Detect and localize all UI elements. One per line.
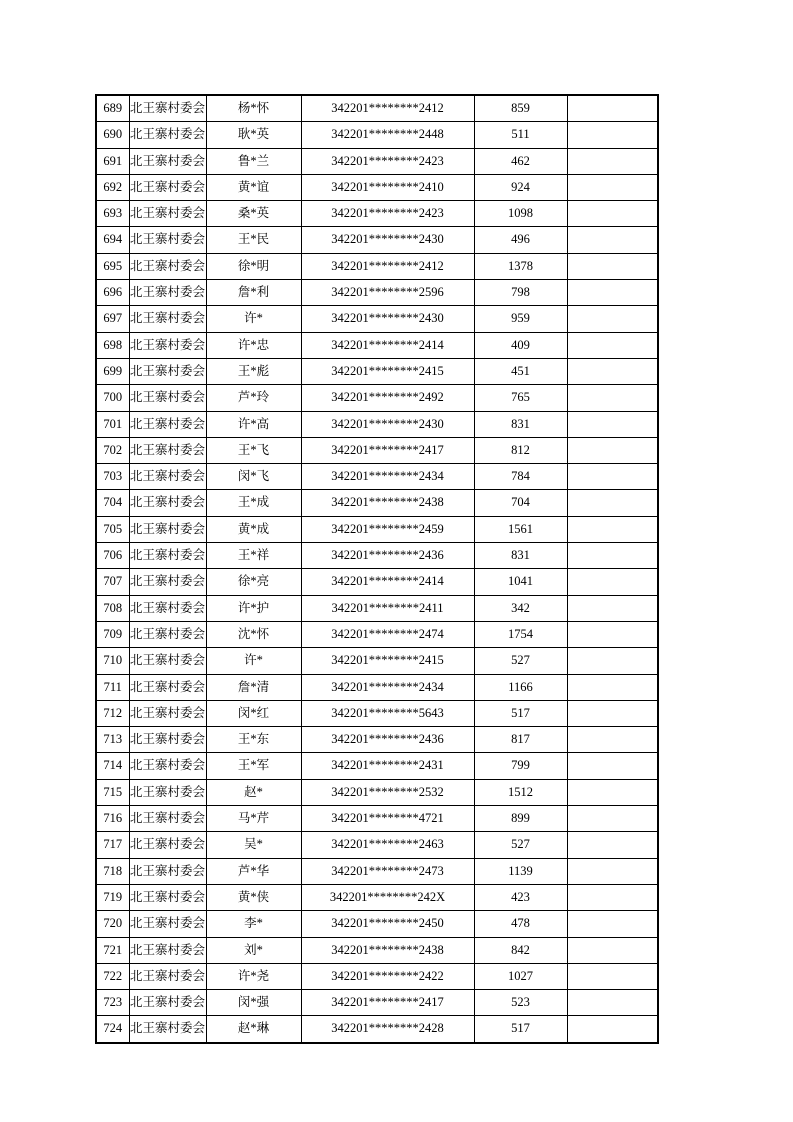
cell-remark-empty bbox=[567, 332, 658, 358]
cell-amount: 859 bbox=[474, 95, 567, 122]
cell-remark-empty bbox=[567, 963, 658, 989]
cell-village-committee: 北王寨村委会 bbox=[129, 727, 206, 753]
cell-village-committee: 北王寨村委会 bbox=[129, 148, 206, 174]
table-row bbox=[96, 779, 658, 805]
cell-serial-number: 698 bbox=[96, 332, 129, 358]
table-row bbox=[96, 858, 658, 884]
cell-village-committee: 北王寨村委会 bbox=[129, 884, 206, 910]
cell-serial-number: 715 bbox=[96, 779, 129, 805]
cell-serial-number: 723 bbox=[96, 990, 129, 1016]
cell-amount: 831 bbox=[474, 543, 567, 569]
cell-person-name: 詹*清 bbox=[206, 674, 301, 700]
cell-id-number-masked: 342201********2428 bbox=[301, 1016, 474, 1043]
cell-remark-empty bbox=[567, 148, 658, 174]
cell-serial-number: 718 bbox=[96, 858, 129, 884]
cell-village-committee: 北王寨村委会 bbox=[129, 174, 206, 200]
cell-amount: 959 bbox=[474, 306, 567, 332]
cell-id-number-masked: 342201********2463 bbox=[301, 832, 474, 858]
cell-person-name: 刘* bbox=[206, 937, 301, 963]
cell-amount: 1512 bbox=[474, 779, 567, 805]
cell-remark-empty bbox=[567, 674, 658, 700]
cell-amount: 1139 bbox=[474, 858, 567, 884]
cell-person-name: 桑*英 bbox=[206, 201, 301, 227]
cell-village-committee: 北王寨村委会 bbox=[129, 385, 206, 411]
cell-serial-number: 701 bbox=[96, 411, 129, 437]
cell-serial-number: 707 bbox=[96, 569, 129, 595]
cell-amount: 409 bbox=[474, 332, 567, 358]
cell-remark-empty bbox=[567, 832, 658, 858]
cell-serial-number: 700 bbox=[96, 385, 129, 411]
cell-id-number-masked: 342201********2434 bbox=[301, 674, 474, 700]
cell-serial-number: 709 bbox=[96, 621, 129, 647]
table-row bbox=[96, 358, 658, 384]
cell-serial-number: 717 bbox=[96, 832, 129, 858]
table-row bbox=[96, 937, 658, 963]
cell-amount: 423 bbox=[474, 884, 567, 910]
cell-amount: 1754 bbox=[474, 621, 567, 647]
cell-remark-empty bbox=[567, 884, 658, 910]
cell-serial-number: 689 bbox=[96, 95, 129, 122]
cell-person-name: 王*东 bbox=[206, 727, 301, 753]
cell-serial-number: 695 bbox=[96, 253, 129, 279]
table-row bbox=[96, 911, 658, 937]
table-row bbox=[96, 543, 658, 569]
cell-id-number-masked: 342201********2430 bbox=[301, 306, 474, 332]
table-row bbox=[96, 464, 658, 490]
cell-remark-empty bbox=[567, 437, 658, 463]
cell-remark-empty bbox=[567, 621, 658, 647]
cell-remark-empty bbox=[567, 358, 658, 384]
cell-serial-number: 694 bbox=[96, 227, 129, 253]
cell-serial-number: 692 bbox=[96, 174, 129, 200]
cell-id-number-masked: 342201********2414 bbox=[301, 569, 474, 595]
cell-amount: 799 bbox=[474, 753, 567, 779]
cell-amount: 478 bbox=[474, 911, 567, 937]
cell-person-name: 詹*利 bbox=[206, 280, 301, 306]
cell-person-name: 赵*琳 bbox=[206, 1016, 301, 1043]
cell-id-number-masked: 342201********2434 bbox=[301, 464, 474, 490]
cell-amount: 798 bbox=[474, 280, 567, 306]
cell-remark-empty bbox=[567, 174, 658, 200]
cell-remark-empty bbox=[567, 727, 658, 753]
cell-village-committee: 北王寨村委会 bbox=[129, 227, 206, 253]
cell-person-name: 沈*怀 bbox=[206, 621, 301, 647]
cell-id-number-masked: 342201********5643 bbox=[301, 700, 474, 726]
cell-remark-empty bbox=[567, 411, 658, 437]
cell-id-number-masked: 342201********2450 bbox=[301, 911, 474, 937]
cell-village-committee: 北王寨村委会 bbox=[129, 253, 206, 279]
cell-serial-number: 714 bbox=[96, 753, 129, 779]
cell-person-name: 黄*成 bbox=[206, 516, 301, 542]
cell-id-number-masked: 342201********2412 bbox=[301, 95, 474, 122]
cell-village-committee: 北王寨村委会 bbox=[129, 306, 206, 332]
cell-serial-number: 713 bbox=[96, 727, 129, 753]
cell-id-number-masked: 342201********2492 bbox=[301, 385, 474, 411]
table-row bbox=[96, 569, 658, 595]
cell-amount: 451 bbox=[474, 358, 567, 384]
cell-amount: 342 bbox=[474, 595, 567, 621]
cell-serial-number: 720 bbox=[96, 911, 129, 937]
cell-id-number-masked: 342201********2423 bbox=[301, 148, 474, 174]
cell-person-name: 王*彪 bbox=[206, 358, 301, 384]
cell-id-number-masked: 342201********2430 bbox=[301, 411, 474, 437]
cell-serial-number: 719 bbox=[96, 884, 129, 910]
cell-remark-empty bbox=[567, 569, 658, 595]
cell-amount: 1166 bbox=[474, 674, 567, 700]
cell-amount: 784 bbox=[474, 464, 567, 490]
cell-serial-number: 693 bbox=[96, 201, 129, 227]
cell-person-name: 许*高 bbox=[206, 411, 301, 437]
table-row bbox=[96, 990, 658, 1016]
table-row bbox=[96, 306, 658, 332]
cell-id-number-masked: 342201********2430 bbox=[301, 227, 474, 253]
cell-person-name: 许*尧 bbox=[206, 963, 301, 989]
cell-amount: 704 bbox=[474, 490, 567, 516]
table-row bbox=[96, 411, 658, 437]
cell-remark-empty bbox=[567, 253, 658, 279]
cell-amount: 1027 bbox=[474, 963, 567, 989]
cell-person-name: 许*护 bbox=[206, 595, 301, 621]
cell-remark-empty bbox=[567, 779, 658, 805]
table-row bbox=[96, 253, 658, 279]
cell-person-name: 许* bbox=[206, 648, 301, 674]
cell-id-number-masked: 342201********2459 bbox=[301, 516, 474, 542]
cell-id-number-masked: 342201********2417 bbox=[301, 990, 474, 1016]
cell-remark-empty bbox=[567, 1016, 658, 1043]
cell-remark-empty bbox=[567, 280, 658, 306]
cell-id-number-masked: 342201********2423 bbox=[301, 201, 474, 227]
cell-serial-number: 704 bbox=[96, 490, 129, 516]
cell-person-name: 王*军 bbox=[206, 753, 301, 779]
cell-person-name: 吴* bbox=[206, 832, 301, 858]
cell-person-name: 黄*侠 bbox=[206, 884, 301, 910]
cell-person-name: 闵*飞 bbox=[206, 464, 301, 490]
cell-person-name: 徐*明 bbox=[206, 253, 301, 279]
cell-person-name: 赵* bbox=[206, 779, 301, 805]
cell-id-number-masked: 342201********2473 bbox=[301, 858, 474, 884]
cell-village-committee: 北王寨村委会 bbox=[129, 700, 206, 726]
cell-village-committee: 北王寨村委会 bbox=[129, 437, 206, 463]
table-row bbox=[96, 516, 658, 542]
cell-person-name: 耿*英 bbox=[206, 122, 301, 148]
cell-person-name: 芦*玲 bbox=[206, 385, 301, 411]
table-row bbox=[96, 963, 658, 989]
cell-id-number-masked: 342201********2474 bbox=[301, 621, 474, 647]
cell-remark-empty bbox=[567, 543, 658, 569]
cell-village-committee: 北王寨村委会 bbox=[129, 122, 206, 148]
cell-person-name: 杨*怀 bbox=[206, 95, 301, 122]
cell-person-name: 黄*谊 bbox=[206, 174, 301, 200]
table-row bbox=[96, 332, 658, 358]
cell-village-committee: 北王寨村委会 bbox=[129, 621, 206, 647]
cell-remark-empty bbox=[567, 516, 658, 542]
cell-remark-empty bbox=[567, 753, 658, 779]
cell-village-committee: 北王寨村委会 bbox=[129, 937, 206, 963]
cell-serial-number: 710 bbox=[96, 648, 129, 674]
cell-serial-number: 722 bbox=[96, 963, 129, 989]
cell-village-committee: 北王寨村委会 bbox=[129, 201, 206, 227]
cell-remark-empty bbox=[567, 385, 658, 411]
table-row bbox=[96, 884, 658, 910]
cell-remark-empty bbox=[567, 464, 658, 490]
cell-village-committee: 北王寨村委会 bbox=[129, 95, 206, 122]
table-row bbox=[96, 727, 658, 753]
table-row bbox=[96, 490, 658, 516]
cell-person-name: 许* bbox=[206, 306, 301, 332]
cell-village-committee: 北王寨村委会 bbox=[129, 543, 206, 569]
cell-village-committee: 北王寨村委会 bbox=[129, 858, 206, 884]
table-row bbox=[96, 148, 658, 174]
table-row bbox=[96, 674, 658, 700]
cell-person-name: 许*忠 bbox=[206, 332, 301, 358]
cell-village-committee: 北王寨村委会 bbox=[129, 911, 206, 937]
table-row bbox=[96, 122, 658, 148]
cell-serial-number: 691 bbox=[96, 148, 129, 174]
cell-person-name: 芦*华 bbox=[206, 858, 301, 884]
cell-amount: 1041 bbox=[474, 569, 567, 595]
cell-village-committee: 北王寨村委会 bbox=[129, 1016, 206, 1043]
cell-person-name: 王*成 bbox=[206, 490, 301, 516]
cell-amount: 924 bbox=[474, 174, 567, 200]
cell-serial-number: 703 bbox=[96, 464, 129, 490]
cell-id-number-masked: 342201********2417 bbox=[301, 437, 474, 463]
cell-amount: 517 bbox=[474, 700, 567, 726]
cell-serial-number: 708 bbox=[96, 595, 129, 621]
cell-serial-number: 697 bbox=[96, 306, 129, 332]
cell-id-number-masked: 342201********2415 bbox=[301, 648, 474, 674]
cell-amount: 517 bbox=[474, 1016, 567, 1043]
cell-amount: 1561 bbox=[474, 516, 567, 542]
cell-amount: 527 bbox=[474, 832, 567, 858]
cell-id-number-masked: 342201********2436 bbox=[301, 727, 474, 753]
cell-person-name: 王*祥 bbox=[206, 543, 301, 569]
cell-village-committee: 北王寨村委会 bbox=[129, 464, 206, 490]
cell-village-committee: 北王寨村委会 bbox=[129, 569, 206, 595]
table-row bbox=[96, 227, 658, 253]
cell-village-committee: 北王寨村委会 bbox=[129, 648, 206, 674]
table-row bbox=[96, 595, 658, 621]
cell-serial-number: 690 bbox=[96, 122, 129, 148]
cell-remark-empty bbox=[567, 95, 658, 122]
cell-serial-number: 706 bbox=[96, 543, 129, 569]
cell-serial-number: 705 bbox=[96, 516, 129, 542]
cell-village-committee: 北王寨村委会 bbox=[129, 358, 206, 384]
cell-remark-empty bbox=[567, 648, 658, 674]
cell-id-number-masked: 342201********2415 bbox=[301, 358, 474, 384]
cell-remark-empty bbox=[567, 858, 658, 884]
cell-remark-empty bbox=[567, 700, 658, 726]
cell-id-number-masked: 342201********2448 bbox=[301, 122, 474, 148]
cell-amount: 462 bbox=[474, 148, 567, 174]
cell-amount: 899 bbox=[474, 806, 567, 832]
table-row bbox=[96, 280, 658, 306]
cell-village-committee: 北王寨村委会 bbox=[129, 990, 206, 1016]
cell-village-committee: 北王寨村委会 bbox=[129, 674, 206, 700]
cell-person-name: 马*芹 bbox=[206, 806, 301, 832]
cell-village-committee: 北王寨村委会 bbox=[129, 753, 206, 779]
cell-village-committee: 北王寨村委会 bbox=[129, 806, 206, 832]
table-row bbox=[96, 437, 658, 463]
cell-village-committee: 北王寨村委会 bbox=[129, 595, 206, 621]
cell-village-committee: 北王寨村委会 bbox=[129, 516, 206, 542]
cell-amount: 765 bbox=[474, 385, 567, 411]
table-row bbox=[96, 174, 658, 200]
table-row bbox=[96, 201, 658, 227]
table-row bbox=[96, 832, 658, 858]
cell-id-number-masked: 342201********2436 bbox=[301, 543, 474, 569]
cell-person-name: 王*飞 bbox=[206, 437, 301, 463]
cell-serial-number: 699 bbox=[96, 358, 129, 384]
cell-remark-empty bbox=[567, 595, 658, 621]
cell-remark-empty bbox=[567, 911, 658, 937]
table-row bbox=[96, 648, 658, 674]
cell-serial-number: 712 bbox=[96, 700, 129, 726]
cell-id-number-masked: 342201********4721 bbox=[301, 806, 474, 832]
cell-person-name: 闵*强 bbox=[206, 990, 301, 1016]
cell-id-number-masked: 342201********2438 bbox=[301, 490, 474, 516]
cell-person-name: 鲁*兰 bbox=[206, 148, 301, 174]
cell-village-committee: 北王寨村委会 bbox=[129, 832, 206, 858]
cell-amount: 831 bbox=[474, 411, 567, 437]
cell-amount: 812 bbox=[474, 437, 567, 463]
cell-amount: 511 bbox=[474, 122, 567, 148]
cell-remark-empty bbox=[567, 201, 658, 227]
cell-person-name: 王*民 bbox=[206, 227, 301, 253]
cell-amount: 527 bbox=[474, 648, 567, 674]
cell-remark-empty bbox=[567, 937, 658, 963]
cell-village-committee: 北王寨村委会 bbox=[129, 490, 206, 516]
cell-village-committee: 北王寨村委会 bbox=[129, 280, 206, 306]
table-row bbox=[96, 806, 658, 832]
cell-id-number-masked: 342201********2532 bbox=[301, 779, 474, 805]
cell-id-number-masked: 342201********2412 bbox=[301, 253, 474, 279]
cell-remark-empty bbox=[567, 306, 658, 332]
cell-amount: 1098 bbox=[474, 201, 567, 227]
cell-serial-number: 696 bbox=[96, 280, 129, 306]
cell-serial-number: 711 bbox=[96, 674, 129, 700]
cell-id-number-masked: 342201********2422 bbox=[301, 963, 474, 989]
records-table bbox=[95, 94, 659, 1044]
cell-amount: 523 bbox=[474, 990, 567, 1016]
cell-person-name: 闵*红 bbox=[206, 700, 301, 726]
cell-remark-empty bbox=[567, 990, 658, 1016]
cell-remark-empty bbox=[567, 806, 658, 832]
cell-id-number-masked: 342201********242X bbox=[301, 884, 474, 910]
cell-person-name: 李* bbox=[206, 911, 301, 937]
cell-id-number-masked: 342201********2431 bbox=[301, 753, 474, 779]
cell-serial-number: 716 bbox=[96, 806, 129, 832]
cell-serial-number: 702 bbox=[96, 437, 129, 463]
cell-id-number-masked: 342201********2410 bbox=[301, 174, 474, 200]
cell-id-number-masked: 342201********2438 bbox=[301, 937, 474, 963]
cell-id-number-masked: 342201********2414 bbox=[301, 332, 474, 358]
table-row bbox=[96, 385, 658, 411]
table-row bbox=[96, 753, 658, 779]
table-row bbox=[96, 621, 658, 647]
cell-village-committee: 北王寨村委会 bbox=[129, 779, 206, 805]
cell-person-name: 徐*亮 bbox=[206, 569, 301, 595]
cell-amount: 1378 bbox=[474, 253, 567, 279]
cell-remark-empty bbox=[567, 227, 658, 253]
cell-serial-number: 724 bbox=[96, 1016, 129, 1043]
cell-id-number-masked: 342201********2596 bbox=[301, 280, 474, 306]
cell-village-committee: 北王寨村委会 bbox=[129, 332, 206, 358]
cell-remark-empty bbox=[567, 490, 658, 516]
table-row bbox=[96, 700, 658, 726]
table-row bbox=[96, 95, 658, 122]
cell-amount: 496 bbox=[474, 227, 567, 253]
cell-serial-number: 721 bbox=[96, 937, 129, 963]
cell-amount: 842 bbox=[474, 937, 567, 963]
cell-village-committee: 北王寨村委会 bbox=[129, 963, 206, 989]
cell-village-committee: 北王寨村委会 bbox=[129, 411, 206, 437]
cell-id-number-masked: 342201********2411 bbox=[301, 595, 474, 621]
table-row bbox=[96, 1016, 658, 1043]
cell-remark-empty bbox=[567, 122, 658, 148]
cell-amount: 817 bbox=[474, 727, 567, 753]
